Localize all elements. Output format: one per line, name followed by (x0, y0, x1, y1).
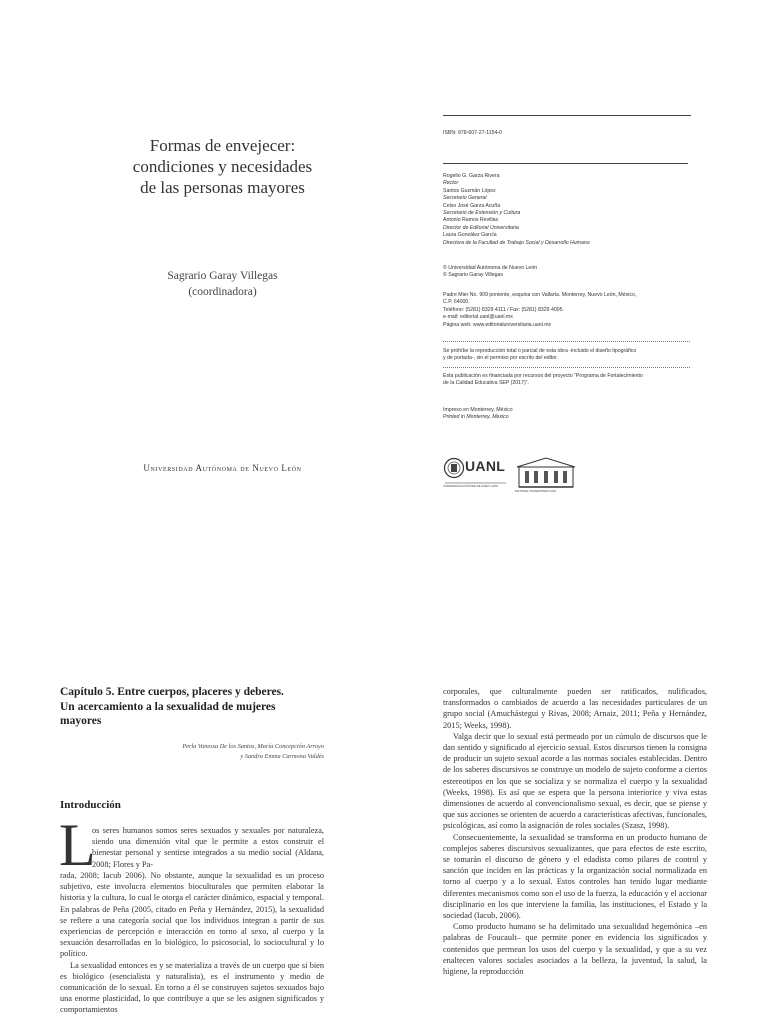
chapter-title (60, 685, 360, 729)
credit-name: Santos Guzmán López (443, 187, 496, 194)
uanl-logo-sub: UNIVERSIDAD AUTÓNOMA DE NUEVO LEÓN (443, 485, 499, 488)
building-icon (515, 455, 577, 489)
credit-name: Antonio Ramos Revillas (443, 217, 499, 224)
address-line: Página web: www.editorialuniversitaria.uanl.mx (443, 321, 552, 328)
book-title (60, 135, 385, 198)
credit-name: Rogelio G. Garza Rivera (443, 173, 500, 179)
isbn: ISBN: 978-607-27-1154-0 (443, 130, 503, 136)
dotted-rule (443, 341, 690, 342)
credits-list (443, 173, 693, 247)
left-column (60, 870, 324, 1024)
editorial-logo (515, 455, 577, 495)
address-line: Padre Mier No. 909 poniente, esquina con Vallarta. Monterrey, Nuevo León, México, (443, 292, 637, 298)
paragraph: La sexualidad entonces es y se materializa a través de un cuerpo que si bien es biológico (esencialista y naturalista), es el instrumento y medio de comunicación de lo sexual. En torno a él se construyen sujetos sexuados bajo una enorme plasticidad, lo que contribuye a que se les asignen significados y comportamientos (60, 960, 324, 1015)
paragraph: Valga decir que lo sexual está permeado por un cúmulo de discursos que le dan sentido y significado al ejercicio sexual. Estos discursos tienen la consigna de producir un sujeto sexual acorde a las normas sociales establecidas. Dentro de los saberes discursivos se construye un modelo de sujeto conforme a ciertos estereotipos en los que se socializa y se normaliza el cuerpo y la sexualidad (Weeks, 1998). Es así que se espera que la persona interiorice y viva estas dimensiones de acuerdo al convencionalismo sexual, es decir, que se piense y que sus acciones se orienten de acuerdo a características afectivas, funcionales, psicológicas, así como la asignación de roles sociales (Szasz, 1998). (443, 731, 707, 831)
page-gap (0, 600, 768, 650)
paragraph: os seres humanos somos seres sexuados y sexuales por naturaleza, siendo una dimensión vital que le permite a estos construir el bienestar personal y sentirse integrados a su medio social (Aldana, 2008; Flores y Pa- (92, 826, 324, 869)
printed-line-en: Printed in Monterrey, Mexico (443, 414, 509, 421)
coordinator-role: (coordinadora) (188, 286, 257, 298)
colophon-rule (443, 163, 688, 164)
rights-line: y de portada-, sin el permiso por escrito del editor. (443, 355, 559, 362)
uanl-logo-text: UANL (465, 458, 506, 474)
chapter-authors (120, 742, 324, 762)
credit-name: Celso José Garza Acuña (443, 202, 501, 209)
paragraph: Como producto humano se ha delimitado una sexualidad hegemónica –en palabras de Foucault– que permite poner en evidencia los significados y contenidos que permean los usos del cuerpo y la sexualidad, y que a su vez enaltecen valores sociales asociados a la belleza, la juventud, la salud, la higiene, la reproducción (443, 922, 707, 977)
publisher-address (443, 292, 693, 329)
rights-notice (443, 348, 693, 363)
address-line: e-mail: editorial.uanl@uanl.mx (443, 314, 513, 321)
printed-in (443, 407, 693, 422)
book-title-line: de las personas mayores (140, 178, 305, 197)
funding-notice (443, 373, 693, 388)
copyright-line: © Universidad Autónoma de Nuevo León (443, 265, 538, 271)
right-column (443, 686, 707, 1024)
editorial-logo-sub: EDITORIAL UNIVERSITARIA UANL (515, 490, 557, 493)
coordinator-block (60, 268, 385, 300)
copyright-list (443, 265, 693, 280)
university-name: Universidad Autónoma de Nuevo León (143, 463, 302, 473)
paragraph: rada, 2008; Iacub 2006). No obstante, aunque la sexualidad es un proceso subjetivo, este involucra elementos bioculturales que permiten elaborar la historia y la cultura, lo cual le otorga el carácter dinámico, espacial y temporal. En palabras de Peña (2005, citado en Peña y Hernández, 2015), la sexualidad se refiere a una categoría social que los individuos integran a partir de sus experiencias de percepción e interacción en torno al sexo, al cuerpo y la sexuación desarrolladas en lo biológico, lo psicosocial, lo sociocultural y lo político. (60, 871, 324, 959)
credit-role: Directora de la Facultad de Trabajo Social y Desarrollo Humano (443, 239, 590, 246)
book-title-line: condiciones y necesidades (132, 157, 313, 176)
uanl-logo (443, 453, 508, 495)
funding-line: Esta publicación es financiada por recursos del proyecto “Programa de Fortalecimiento (443, 373, 643, 379)
authors-line: y Sandra Emma Carmona Valdés (240, 753, 324, 760)
chapter-title-line: mayores (60, 715, 102, 727)
colophon-top-rule (443, 115, 691, 116)
authors-line: Perla Vanessa De los Santos, María Concepción Arroyo (182, 743, 324, 750)
book-title-line: Formas de envejecer: (149, 136, 296, 155)
chapter-title-line: Un acercamiento a la sexualidad de mujeres (60, 700, 276, 713)
paragraph: Consecuentemente, la sexualidad se transforma en un producto humano de complejos saberes discursivos sexualizantes, que para efectos de este escrito, se tomarán el discurso de género y el edadista como pilares de control y sanción que inciden en las prácticas y la organización social normalizada en torno al cuerpo y a lo sexual. Estos controles han tenido lugar mediante diferentes mecanismos como son el uso de la fuerza, la educación y el accionar disciplinario en los que interviene la familia, las instituciones, el Estado y la sociedad (Iacub, 2006). (443, 832, 707, 921)
section-title: Introducción (60, 799, 121, 811)
credit-role: Director de Editorial Universitaria (443, 224, 519, 231)
coordinator-name: Sagrario Garay Villegas (167, 270, 278, 282)
paragraph: corporales, que culturalmente pueden ser ratificados, nulificados, transformados o cambiados de acuerdo a las necesidades particulares de un grupo social (Amuchástegui y Rivas, 2008; Arnaiz, 2011; Peña y Hernández, 2015; Weeks, 1998). (443, 687, 707, 730)
rights-line: Se prohíbe la reproducción total o parcial de esta obra -incluido el diseño tipográfico (443, 348, 637, 354)
credit-name: Laura González García (443, 232, 497, 239)
dotted-rule (443, 367, 690, 368)
copyright-line: © Sagrario Garay Villegas (443, 272, 503, 279)
funding-line: de la Calidad Educativa SEP (2017)”. (443, 380, 529, 387)
intro-dropcap-text (92, 825, 324, 871)
credit-role: Secretario General (443, 195, 487, 202)
credit-role: Secretario de Extensión y Cultura (443, 210, 521, 217)
address-line: Teléfono: (5281) 8329 4111 / Fax: (5281) 8329 4095. (443, 306, 564, 313)
address-line: C.P. 64000. (443, 299, 470, 306)
drop-cap: L (59, 812, 96, 878)
credit-role: Rector (443, 180, 459, 187)
printed-line: Impreso en Monterrey, México (443, 407, 513, 413)
chapter-title-line: Capítulo 5. Entre cuerpos, placeres y deberes. (60, 686, 284, 698)
